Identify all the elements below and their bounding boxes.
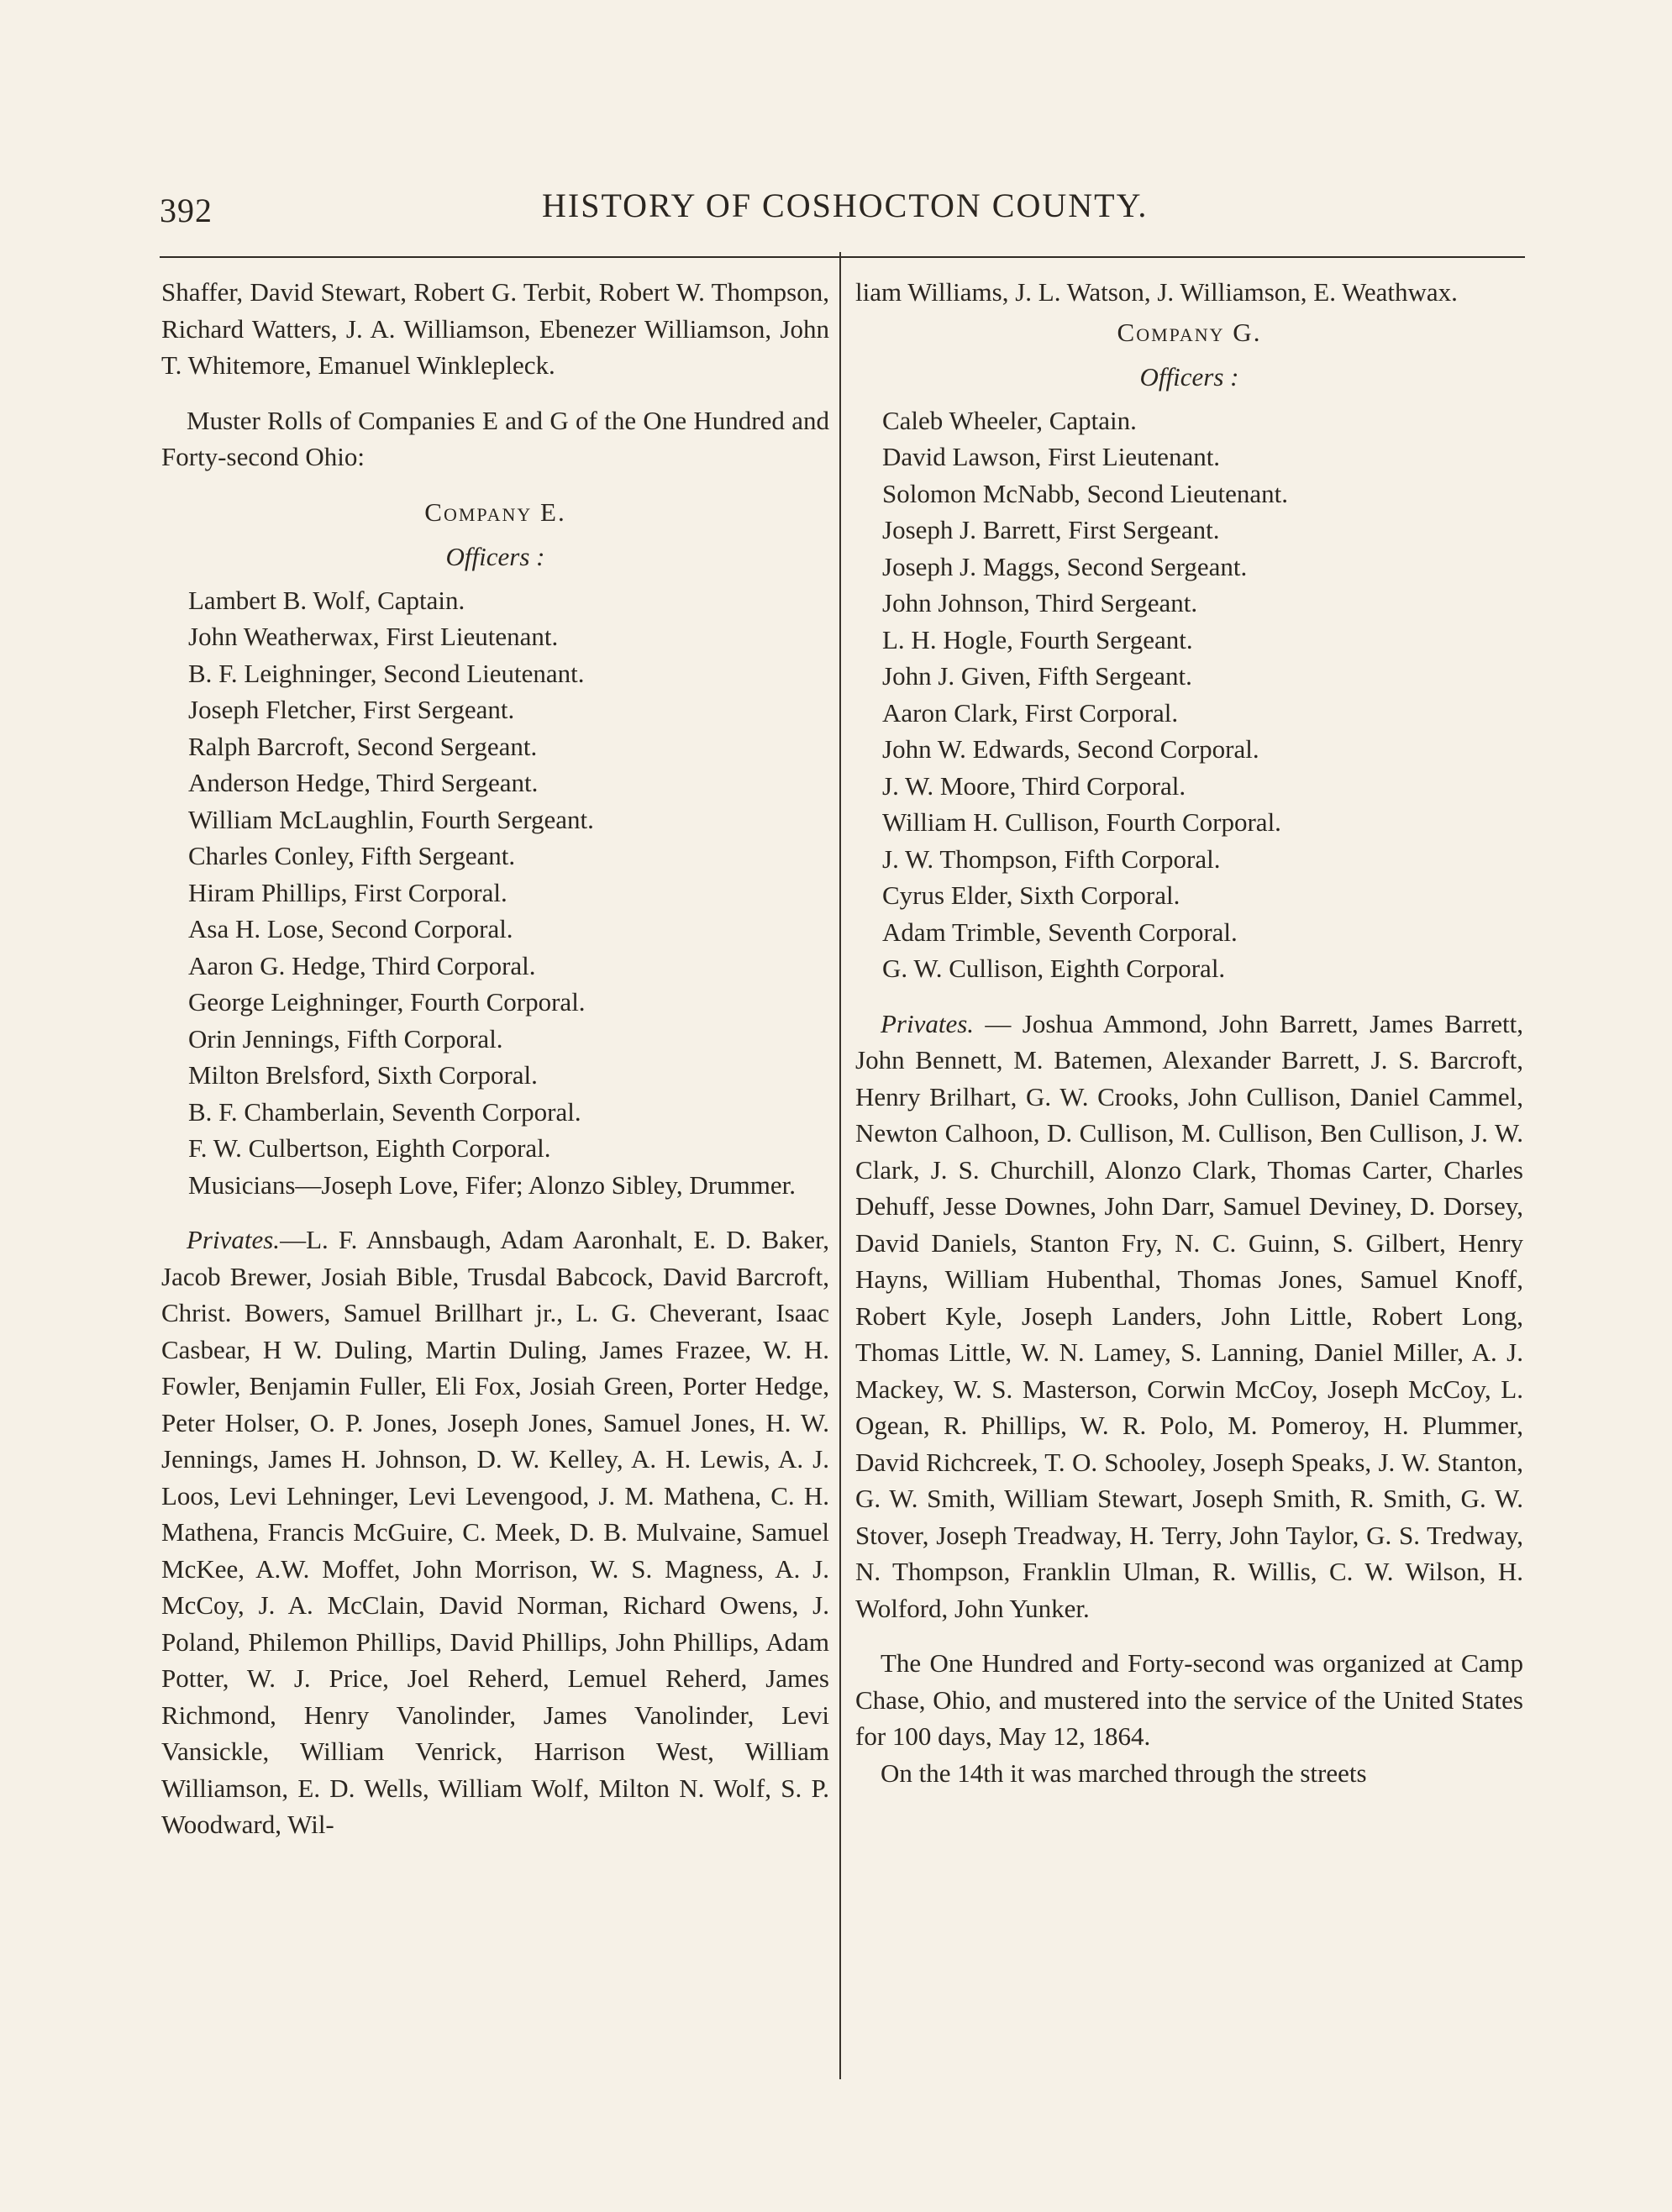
officer-entry: B. F. Chamberlain, Seventh Corporal. (188, 1096, 581, 1127)
officer-entry: Joseph J. Barrett, First Sergeant. (882, 515, 1220, 544)
officer-entry: Solomon McNabb, Second Lieutenant. (882, 478, 1288, 508)
closing-paragraph: The One Hundred and Forty-second was organized at Camp Chase, Ohio, and mustered into the service of the United States for 100 days, May 12, 1864. (855, 1648, 1523, 1751)
officer-entry: Cyrus Elder, Sixth Corporal. (882, 880, 1180, 910)
officer-entry: Ralph Barcroft, Second Sergeant. (188, 731, 538, 761)
officer-entry: William McLaughlin, Fourth Sergeant. (188, 804, 594, 834)
musicians-entry: Musicians—Joseph Love, Fifer; Alonzo Sibley, Drummer. (188, 1169, 796, 1200)
company-e-privates (161, 1222, 829, 1843)
page-header (0, 181, 1672, 231)
left-column (161, 274, 829, 1843)
company-g-officer-list (855, 402, 1523, 987)
muster-intro: Muster Rolls of Companies E and G of the One Hundred and Forty-second Ohio: (161, 405, 829, 471)
officer-entry: Lambert B. Wolf, Captain. (188, 585, 465, 615)
company-g-officers-label: Officers : (1139, 362, 1239, 391)
company-e-heading: Company E. (424, 497, 566, 527)
officer-entry: Asa H. Lose, Second Corporal. (188, 914, 513, 943)
continuation-text: liam Williams, J. L. Watson, J. Williamson, E. Weathwax. (855, 277, 1458, 307)
officer-entry: Anderson Hedge, Third Sergeant. (188, 768, 539, 797)
privates-label: Privates. (881, 1008, 975, 1038)
officer-entry: F. W. Culbertson, Eighth Corporal. (188, 1133, 551, 1163)
officer-entry: Joseph J. Maggs, Second Sergeant. (882, 551, 1248, 581)
right-column (855, 274, 1523, 1791)
opening-text: Shaffer, David Stewart, Robert G. Terbit, Robert W. Thompson, Richard Watters, J. A. Williamson, Ebenezer Williamson, John T. Whitemore, Emanuel Winklepleck. (161, 277, 829, 380)
officer-entry: Aaron Clark, First Corporal. (882, 697, 1179, 728)
company-e-officer-list (161, 582, 829, 1167)
officer-entry: George Leighninger, Fourth Corporal. (188, 987, 586, 1017)
officer-entry: Orin Jennings, Fifth Corporal. (188, 1023, 503, 1053)
officer-entry: Adam Trimble, Seventh Corporal. (882, 917, 1238, 947)
final-line: On the 14th it was marched through the streets (881, 1758, 1367, 1788)
officer-entry: David Lawson, First Lieutenant. (882, 442, 1221, 471)
header-rule (160, 256, 1525, 258)
officer-entry: B. F. Leighninger, Second Lieutenant. (188, 658, 585, 688)
officer-entry: John Johnson, Third Sergeant. (882, 588, 1198, 617)
officer-entry: Aaron G. Hedge, Third Corporal. (188, 950, 536, 980)
officer-entry: L. H. Hogle, Fourth Sergeant. (882, 624, 1193, 654)
page-number: 392 (160, 192, 213, 229)
officer-entry: J. W. Moore, Third Corporal. (882, 770, 1186, 801)
officer-entry: Caleb Wheeler, Captain. (882, 405, 1137, 435)
officer-entry: John Weatherwax, First Lieutenant. (188, 622, 559, 651)
officer-entry: John J. Given, Fifth Sergeant. (882, 661, 1192, 691)
officer-entry: Milton Brelsford, Sixth Corporal. (188, 1060, 538, 1090)
privates-label: Privates. (187, 1225, 281, 1254)
officer-entry: J. W. Thompson, Fifth Corporal. (882, 843, 1221, 874)
company-g-privates (855, 1006, 1523, 1627)
officer-entry: Charles Conley, Fifth Sergeant. (188, 841, 516, 870)
privates-list: — Joshua Ammond, John Barrett, James Barrett, John Bennett, M. Batemen, Alexander Barrett, J. S. Barcroft, Henry Brilhart, G. W. Crooks, John Cullison, Daniel Cammel, Newton Calhoon, D. Cullison, M. Cullison, Ben Cullison, J. W. Clark, J. S. Churchill, Alonzo Clark, Thomas Carter, Charles Dehuff, Jesse Downes, John Darr, Samuel Deviney, D. Dorsey, David Daniels, Stanton Fry, N. C. Guinn, S. Gilbert, Henry Hayns, William Hubenthal, Thomas Jones, Samuel Knoff, Robert Kyle, Joseph Landers, John Little, Robert Long, Thomas Little, W. N. Lamey, S. Lanning, Daniel Miller, A. J. Mackey, W. S. Masterson, Corwin McCoy, Joseph McCoy, L. Ogean, R. Phillips, W. R. Polo, M. Pomeroy, H. Plummer, David Richcreek, T. O. Schooley, Joseph Speaks, J. W. Stanton, G. W. Smith, William Stewart, Joseph Smith, R. Smith, G. W. Stover, Joseph Treadway, H. Terry, John Taylor, G. S. Tredway, N. Thompson, Franklin Ulman, R. Willis, C. W. Wilson, H. Wolford, John Yunker. (855, 1008, 1523, 1623)
company-g-heading: Company G. (1117, 317, 1262, 347)
privates-list: —L. F. Annsbaugh, Adam Aaronhalt, E. D. Baker, Jacob Brewer, Josiah Bible, Trusdal Babcock, David Barcroft, Christ. Bowers, Samuel Brillhart jr., L. G. Cheverant, Isaac Casbear, H W. Duling, Martin Duling, James Frazee, W. H. Fowler, Benjamin Fuller, Eli Fox, Josiah Green, Porter Hedge, Peter Holser, O. P. Jones, Joseph Jones, Samuel Jones, H. W. Jennings, James H. Johnson, D. W. Kelley, A. H. Lewis, A. J. Loos, Levi Lehninger, Levi Levengood, J. M. Mathena, C. H. Mathena, Francis McGuire, C. Meek, D. B. Mulvaine, Samuel McKee, A.W. Moffet, John Morrison, W. S. Magness, A. J. McCoy, J. A. McClain, David Norman, Richard Owens, J. Poland, Philemon Phillips, David Phillips, John Phillips, Adam Potter, W. J. Price, Joel Reherd, Lemuel Reherd, James Richmond, Henry Vanolinder, James Vanolinder, Levi Vansickle, William Venrick, Harrison West, William Williamson, E. D. Wells, William Wolf, Milton N. Wolf, S. P. Woodward, Wil- (161, 1225, 829, 1839)
column-divider (839, 252, 841, 2079)
officer-entry: Joseph Fletcher, First Sergeant. (188, 695, 515, 724)
officer-entry: William H. Cullison, Fourth Corporal. (882, 807, 1281, 837)
officer-entry: G. W. Cullison, Eighth Corporal. (882, 954, 1226, 983)
running-title: HISTORY OF COSHOCTON COUNTY. (542, 187, 1149, 224)
company-e-officers-label: Officers : (445, 542, 545, 571)
officer-entry: Hiram Phillips, First Corporal. (188, 877, 507, 907)
officer-entry: John W. Edwards, Second Corporal. (882, 734, 1259, 764)
